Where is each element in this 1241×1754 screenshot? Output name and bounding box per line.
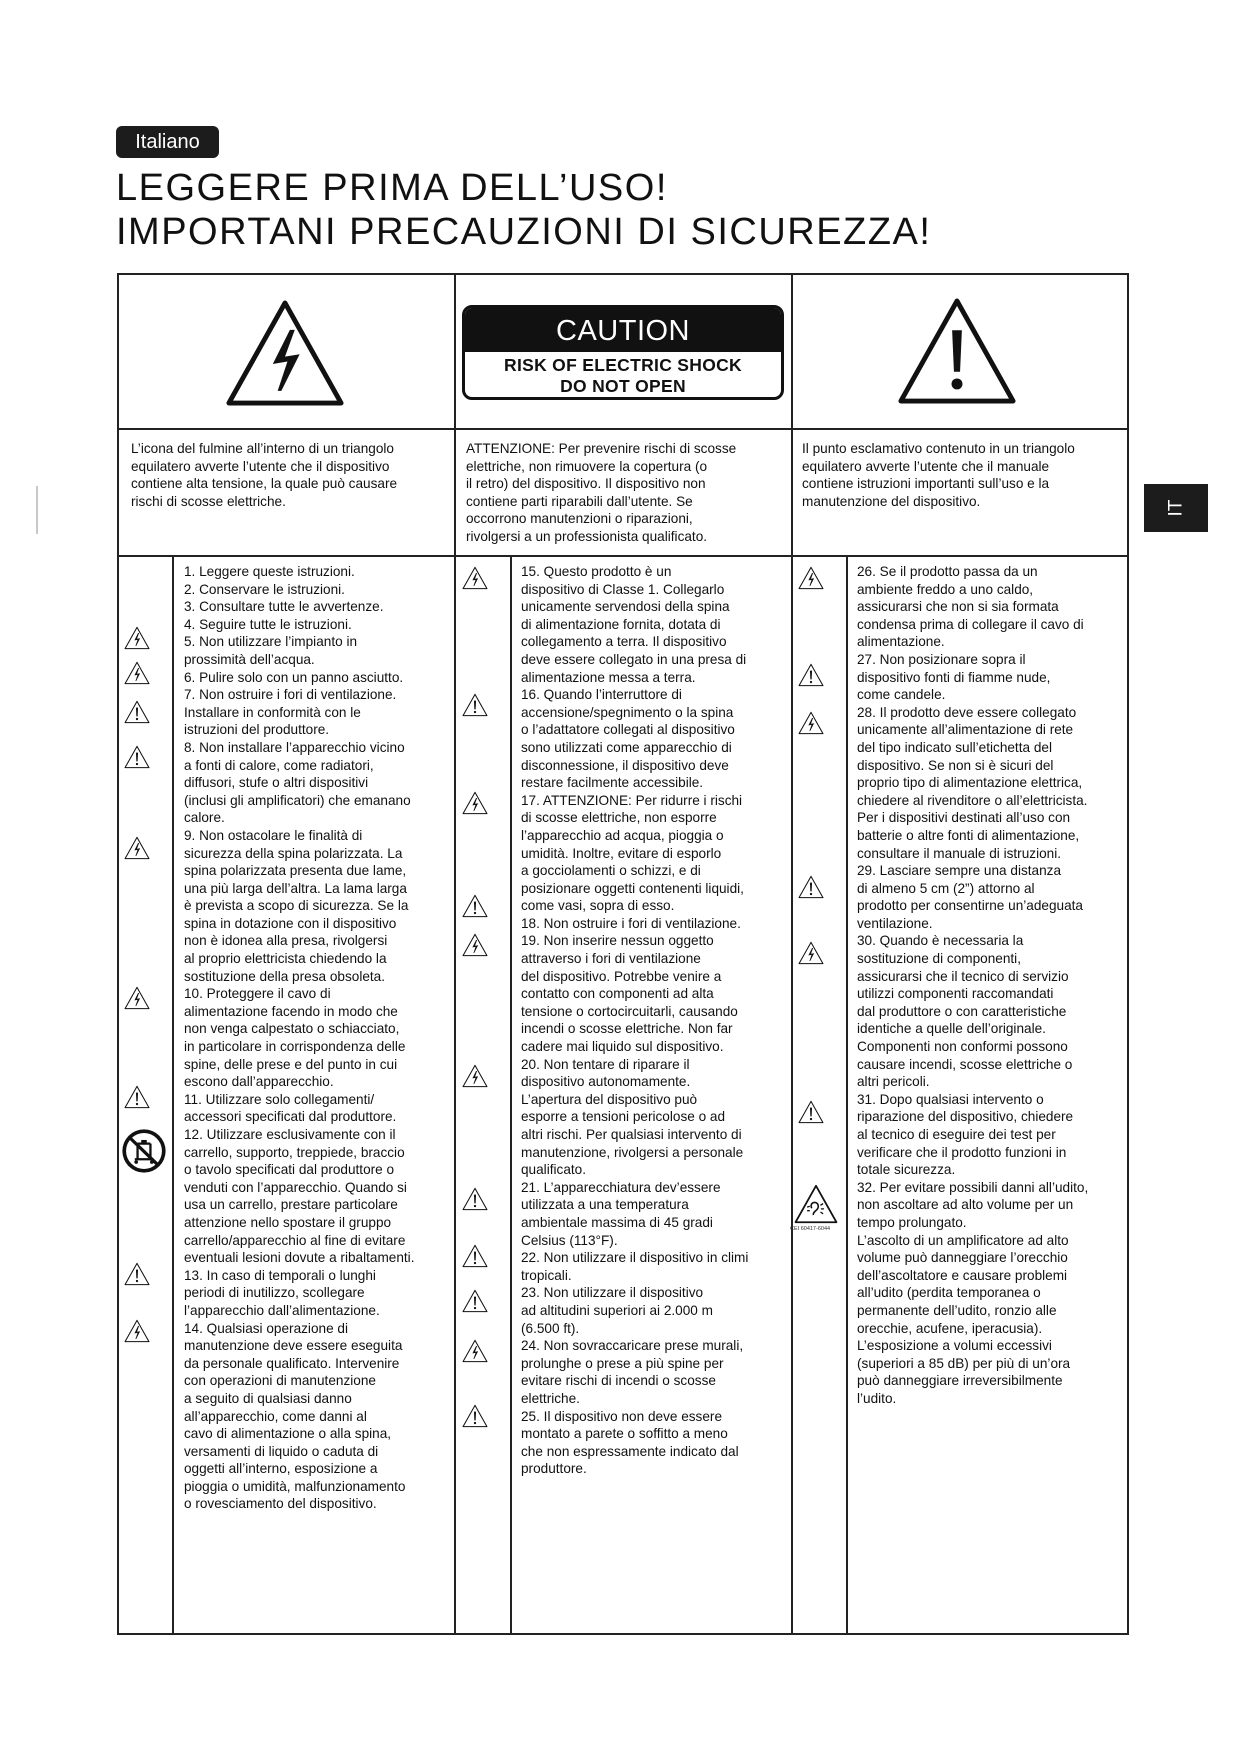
lightning-warning-icon [124, 660, 150, 686]
instruction-line: a gocciolamenti o schizzi, e di [521, 863, 701, 879]
instruction-line: pioggia o umidità, malfunzionamento [184, 1478, 406, 1494]
instruction-line: 9. Non ostacolare le finalità di [184, 827, 363, 843]
instruction-line: alimentazione. [857, 634, 945, 650]
instruction-line: ventilazione. [857, 915, 933, 931]
instruction-line: 3. Consultare tutte le avvertenze. [184, 599, 384, 615]
instruction-line: deve essere collegato in una presa di [521, 651, 747, 667]
instruction-line: 29. Lasciare sempre una distanza [857, 863, 1062, 879]
table-divider [454, 273, 456, 1635]
instruction-line: disconnessione, il dispositivo deve [521, 757, 729, 773]
lightning-warning-icon [798, 710, 824, 736]
instruction-line: 22. Non utilizzare il dispositivo in climi [521, 1250, 749, 1266]
instruction-line: 31. Dopo qualsiasi intervento o [857, 1091, 1044, 1107]
instruction-line: versamenti di liquido o caduta di [184, 1443, 379, 1459]
instruction-line: 27. Non posizionare sopra il [857, 651, 1026, 667]
side-tab-label: IT [1164, 499, 1186, 517]
instruction-line: identiche a quelle dell’originale. [857, 1021, 1046, 1037]
instruction-line: dispositivo. Se non si è sicuri del [857, 757, 1054, 773]
instruction-line: l’udito. [857, 1390, 897, 1406]
table-divider [510, 555, 512, 1635]
hearing-damage-icon [793, 1184, 839, 1224]
desc-line: equilatero avverte l’utente che il dispositivo [131, 458, 390, 474]
exclamation-warning-icon [896, 296, 1018, 406]
instruction-line: o tavolo specificati dal produttore o [184, 1162, 395, 1178]
instruction-line: sostituzione di componenti, [857, 951, 1021, 967]
lightning-warning-icon [798, 565, 824, 591]
instruction-line: diffusori, stufe o altri dispositivi [184, 775, 369, 791]
instruction-line: cavo di alimentazione o alla spina, [184, 1426, 392, 1442]
instruction-line: L’ascolto di un amplificatore ad alto [857, 1232, 1069, 1248]
instruction-line: 19. Non inserire nessun oggetto [521, 933, 714, 949]
instruction-line: Installare in conformità con le [184, 704, 361, 720]
instruction-line: al tecnico di eseguire dei test per [857, 1127, 1056, 1142]
desc-line: occorrono manutenzioni o riparazioni, [466, 511, 693, 527]
instruction-line: carrello, supporto, treppiede, braccio [184, 1144, 405, 1160]
language-badge: Italiano [116, 126, 219, 158]
title-line-2: IMPORTANI PRECAUZIONI DI SICUREZZA! [116, 211, 932, 253]
instruction-line: 13. In caso di temporali o lunghi [184, 1267, 376, 1283]
instruction-line: accessori specificati dal produttore. [184, 1109, 397, 1125]
instruction-line: volume può danneggiare l’orecchio [857, 1250, 1068, 1266]
instruction-line: 11. Utilizzare solo collegamenti/ [184, 1091, 375, 1107]
instruction-line: 2. Conservare le istruzioni. [184, 581, 345, 597]
desc-line: contiene alta tensione, la quale può causare [131, 476, 398, 492]
instruction-line: (superiori a 85 dB) per più di un’ora [857, 1355, 1071, 1371]
instruction-line: umidità. Inoltre, evitare di esporlo [521, 845, 722, 861]
instruction-line: manutenzione deve essere eseguita [184, 1338, 403, 1354]
instruction-line: che non espressamente indicato dal [521, 1443, 739, 1459]
instruction-line: spina in dotazione con il dispositivo [184, 915, 397, 931]
exclamation-warning-icon [462, 1186, 488, 1212]
exclamation-warning-icon [462, 1288, 488, 1314]
exclamation-warning-icon [462, 1243, 488, 1269]
instruction-line: di scosse elettriche, non esporre [521, 810, 717, 826]
instruction-line: non ascoltare ad alto volume per un [857, 1197, 1074, 1213]
instruction-line: ambientale massima di 45 gradi [521, 1214, 713, 1230]
lightning-warning-icon [462, 932, 488, 958]
instruction-line: o l’adattatore collegati al dispositivo [521, 722, 735, 738]
page-title [116, 166, 931, 254]
instruction-line: 16. Quando l’interruttore di [521, 687, 682, 703]
instruction-line: totale sicurezza. [857, 1162, 956, 1178]
instruction-line: 21. L’apparecchiatura dev’essere [521, 1179, 721, 1195]
instruction-line: riparazione del dispositivo, chiedere [857, 1109, 1074, 1125]
table-divider [846, 555, 848, 1635]
instruction-line: prossimità dell’acqua. [184, 651, 315, 667]
instruction-line: 5. Non utilizzare l’impianto in [184, 634, 358, 650]
instruction-line: dispositivo fonti di fiamme nude, [857, 669, 1051, 685]
instruction-line: 24. Non sovraccaricare prese murali, [521, 1338, 744, 1354]
lightning-warning-icon [462, 1063, 488, 1089]
instruction-line: unicamente all’alimentazione di rete [857, 722, 1074, 738]
instruction-line: usa un carrello, prestare particolare [184, 1197, 398, 1213]
instruction-line: evitare rischi di incendi o scosse [521, 1373, 716, 1389]
instruction-line: istruzioni del produttore. [184, 722, 330, 738]
instruction-line: 28. Il prodotto deve essere collegato [857, 704, 1077, 720]
instruction-line: 15. Questo prodotto è un [521, 564, 672, 579]
instruction-line: una più larga dell’altra. La lama larga [184, 880, 407, 896]
instruction-line: 6. Pulire solo con un panno asciutto. [184, 669, 404, 685]
instruction-line: 1. Leggere queste istruzioni. [184, 564, 355, 579]
instruction-line: condensa prima di collegare il cavo di [857, 616, 1084, 632]
instruction-line: 25. Il dispositivo non deve essere [521, 1408, 723, 1424]
exclamation-warning-icon [462, 692, 488, 718]
iec-label: CEI 60417-6044 [790, 1226, 831, 1232]
instruction-line: spina polarizzata presenta due lame, [184, 863, 407, 879]
instruction-line: altri pericoli. [857, 1074, 930, 1090]
instruction-line: in particolare in corrispondenza delle [184, 1039, 406, 1055]
instruction-line: non è idonea alla presa, rivolgersi [184, 933, 388, 949]
instruction-line: ad altitudini superiori ai 2.000 m [521, 1302, 713, 1318]
instruction-line: assicurarsi che il tecnico di servizio [857, 968, 1069, 984]
instruction-line: Componenti non conformi possono [857, 1039, 1068, 1055]
instruction-line: eventuali lesioni dovute a ribaltamenti. [184, 1250, 415, 1266]
instruction-line: a seguito di qualsiasi danno [184, 1390, 352, 1406]
instruction-line: incendi o scosse elettriche. Non far [521, 1021, 733, 1037]
desc-line: L’icona del fulmine all’interno di un triangolo [131, 441, 394, 456]
instruction-line: montato a parete o soffitto a meno [521, 1426, 728, 1442]
instruction-line: permanente dell’udito, ronzio alle [857, 1302, 1057, 1318]
desc-line: elettriche, non rimuovere la copertura (o [466, 458, 708, 474]
instruction-line: altri rischi. Per qualsiasi intervento di [521, 1127, 742, 1142]
lightning-warning-icon [124, 625, 150, 651]
exclamation-warning-icon [798, 662, 824, 688]
instruction-line: 8. Non installare l’apparecchio vicino [184, 739, 405, 755]
instruction-line: del dispositivo. Potrebbe venire a [521, 968, 722, 984]
lightning-warning-icon [124, 985, 150, 1011]
exclamation-warning-icon [462, 893, 488, 919]
instruction-line: all’udito (perdita temporanea o [857, 1285, 1041, 1301]
table-divider [117, 555, 1129, 557]
table-divider [791, 273, 793, 1635]
instruction-line: 14. Qualsiasi operazione di [184, 1320, 348, 1336]
instruction-line: l’apparecchio dall’alimentazione. [184, 1302, 380, 1318]
caution-label [462, 305, 784, 400]
instruction-line: dispositivo di Classe 1. Collegarlo [521, 581, 725, 597]
instruction-line: prolunghe o prese a più spine per [521, 1355, 724, 1371]
instruction-line: spine, delle prese e del punto in cui [184, 1056, 398, 1072]
instruction-line: dal produttore o con caratteristiche [857, 1003, 1067, 1019]
instruction-line: 23. Non utilizzare il dispositivo [521, 1285, 704, 1301]
caution-line-2: DO NOT OPEN [560, 376, 686, 396]
caution-subtext [465, 352, 781, 397]
instruction-line: causare incendi, scosse elettriche o [857, 1056, 1073, 1072]
instruction-line: escono dall’apparecchio. [184, 1074, 334, 1090]
instruction-line: attraverso i fori di ventilazione [521, 951, 701, 967]
instruction-line: con operazioni di manutenzione [184, 1373, 376, 1389]
instruction-line: può danneggiare irreversibilmente [857, 1373, 1063, 1389]
instruction-line: a fonti di calore, come radiatori, [184, 757, 374, 773]
instruction-line: tempo prolungato. [857, 1214, 967, 1230]
desc-line: rivolgersi a un professionista qualificato. [466, 528, 708, 544]
instruction-line: 30. Quando è necessaria la [857, 933, 1024, 949]
instruction-line: collegamento a terra. Il dispositivo [521, 634, 727, 650]
instruction-line: 12. Utilizzare esclusivamente con il [184, 1127, 396, 1142]
instruction-line: verificare che il prodotto funzioni in [857, 1144, 1067, 1160]
exclamation-warning-icon [124, 1084, 150, 1110]
desc-line: il retro) del dispositivo. Il dispositivo non [466, 476, 706, 492]
instruction-line: alimentazione facendo in modo che [184, 1003, 398, 1019]
exclamation-description [802, 440, 1122, 510]
instruction-line: cadere mai liquido sul dispositivo. [521, 1039, 724, 1055]
instruction-line: posizionare oggetti contenenti liquidi, [521, 880, 744, 896]
instruction-line: dell’ascoltatore e causare problemi [857, 1267, 1068, 1283]
instruction-line: Per i dispositivi destinati all’uso con [857, 810, 1071, 826]
instruction-line: 32. Per evitare possibili danni all’udito, [857, 1179, 1089, 1195]
instruction-line: manutenzione, rivolgersi a personale [521, 1144, 744, 1160]
instruction-line: utilizzata a una temperatura [521, 1197, 689, 1213]
instruction-line: batterie o altre fonti di alimentazione, [857, 827, 1080, 843]
lightning-warning-icon [124, 1318, 150, 1344]
instruction-line: non venga calpestato o schiacciato, [184, 1021, 400, 1037]
edge-mark [36, 486, 38, 534]
instruction-line: l’apparecchio ad acqua, pioggia o [521, 827, 724, 843]
desc-line: equilatero avverte l’utente che il manuale [802, 458, 1050, 474]
instruction-line: 26. Se il prodotto passa da un [857, 564, 1038, 579]
instruction-line: qualificato. [521, 1162, 586, 1178]
lightning-warning-icon [798, 940, 824, 966]
instruction-line: attenzione nello spostare il gruppo [184, 1214, 392, 1230]
desc-line: contiene parti riparabili dall’utente. Se [466, 493, 693, 509]
instruction-line: L’apertura del dispositivo può [521, 1091, 698, 1107]
exclamation-warning-icon [798, 874, 824, 900]
caution-heading: CAUTION [465, 308, 781, 352]
instruction-line: dispositivo autonomamente. [521, 1074, 691, 1090]
instruction-line: o rovesciamento del dispositivo. [184, 1496, 377, 1512]
instruction-line: orecchie, acufene, iperacusia). [857, 1320, 1043, 1336]
instruction-line: sono utilizzati come apparecchio di [521, 739, 732, 755]
instruction-line: al proprio elettricista chiedendo la [184, 951, 387, 967]
instructions-column-2 [521, 563, 789, 1478]
desc-line: manutenzione del dispositivo. [802, 493, 981, 509]
instructions-column-1 [184, 563, 454, 1513]
instruction-line: contatto con componenti ad alta [521, 986, 714, 1002]
instruction-line: come vasi, sopra di esso. [521, 898, 675, 914]
exclamation-warning-icon [124, 1261, 150, 1287]
caution-line-1: RISK OF ELECTRIC SHOCK [504, 355, 742, 375]
instruction-line: periodi di inutilizzo, scollegare [184, 1285, 365, 1301]
instruction-line: oggetti all’interno, esposizione a [184, 1461, 378, 1477]
instruction-line: è prevista a scopo di sicurezza. Se la [184, 898, 409, 914]
desc-line: contiene istruzioni importanti sull’uso e la [802, 476, 1050, 492]
instruction-line: tropicali. [521, 1267, 572, 1283]
instruction-line: consultare il manuale di istruzioni. [857, 845, 1062, 861]
instruction-line: Celsius (113°F). [521, 1232, 618, 1248]
instruction-line: (6.500 ft). [521, 1320, 580, 1336]
instruction-line: chiedere al rivenditore o all’elettricista. [857, 792, 1088, 808]
instruction-line: di almeno 5 cm (2”) attorno al [857, 880, 1035, 896]
instructions-column-3 [857, 563, 1127, 1408]
lightning-warning-icon [462, 1338, 488, 1364]
title-line-1: LEGGERE PRIMA DELL’USO! [116, 167, 668, 209]
instruction-line: prodotto per consentirne un’adeguata [857, 898, 1083, 914]
caution-description [466, 440, 784, 546]
instruction-line: unicamente servendosi della spina [521, 599, 730, 615]
instruction-line: alimentazione messa a terra. [521, 669, 696, 685]
desc-line: Il punto esclamativo contenuto in un triangolo [802, 441, 1075, 456]
instruction-line: accensione/spegnimento o la spina [521, 704, 734, 720]
instruction-line: (inclusi gli amplificatori) che emanano [184, 792, 411, 808]
table-divider [117, 428, 1129, 430]
exclamation-warning-icon [124, 699, 150, 725]
table-divider [172, 555, 174, 1635]
instruction-line: 7. Non ostruire i fori di ventilazione. [184, 687, 397, 703]
instruction-line: 4. Seguire tutte le istruzioni. [184, 616, 352, 632]
instruction-line: esporre a tensioni pericolose o ad [521, 1109, 726, 1125]
instruction-line: come candele. [857, 687, 946, 703]
exclamation-warning-icon [798, 1099, 824, 1125]
instruction-line: assicurarsi che non si sia formata [857, 599, 1059, 615]
instruction-line: ambiente freddo a uno caldo, [857, 581, 1034, 597]
lightning-warning-icon [462, 565, 488, 591]
instruction-line: restare facilmente accessibile. [521, 775, 704, 791]
cart-tip-over-icon [121, 1128, 167, 1174]
instruction-line: venduti con l’apparecchio. Quando si [184, 1179, 407, 1195]
lightning-description [131, 440, 446, 510]
instruction-line: produttore. [521, 1461, 587, 1477]
instruction-line: 18. Non ostruire i fori di ventilazione. [521, 915, 741, 931]
instruction-line: di alimentazione fornita, dotata di [521, 616, 721, 632]
instruction-line: elettriche. [521, 1390, 580, 1406]
desc-line: ATTENZIONE: Per prevenire rischi di scosse [466, 441, 737, 456]
instruction-line: sostituzione della presa obsoleta. [184, 968, 386, 984]
instruction-line: proprio tipo di alimentazione elettrica, [857, 775, 1083, 791]
lightning-warning-icon [124, 835, 150, 861]
instruction-line: utilizzi componenti raccomandati [857, 986, 1054, 1002]
language-side-tab [1144, 484, 1208, 532]
instruction-line: tensione o cortocircuitarli, causando [521, 1003, 738, 1019]
instruction-line: 10. Proteggere il cavo di [184, 986, 331, 1002]
instruction-line: L’esposizione a volumi eccessivi [857, 1338, 1052, 1354]
instruction-line: all’apparecchio, come danni al [184, 1408, 367, 1424]
instruction-line: 20. Non tentare di riparare il [521, 1056, 690, 1072]
exclamation-warning-icon [462, 1403, 488, 1429]
instruction-line: sicurezza della spina polarizzata. La [184, 845, 403, 861]
instruction-line: carrello/apparecchio al fine di evitare [184, 1232, 406, 1248]
exclamation-warning-icon [124, 744, 150, 770]
desc-line: rischi di scosse elettriche. [131, 493, 286, 509]
lightning-warning-icon [462, 790, 488, 816]
lightning-warning-icon [224, 298, 346, 408]
instruction-line: del tipo indicato sull’etichetta del [857, 739, 1052, 755]
instruction-line: 17. ATTENZIONE: Per ridurre i rischi [521, 792, 743, 808]
instruction-line: da personale qualificato. Intervenire [184, 1355, 400, 1371]
instruction-line: calore. [184, 810, 225, 826]
